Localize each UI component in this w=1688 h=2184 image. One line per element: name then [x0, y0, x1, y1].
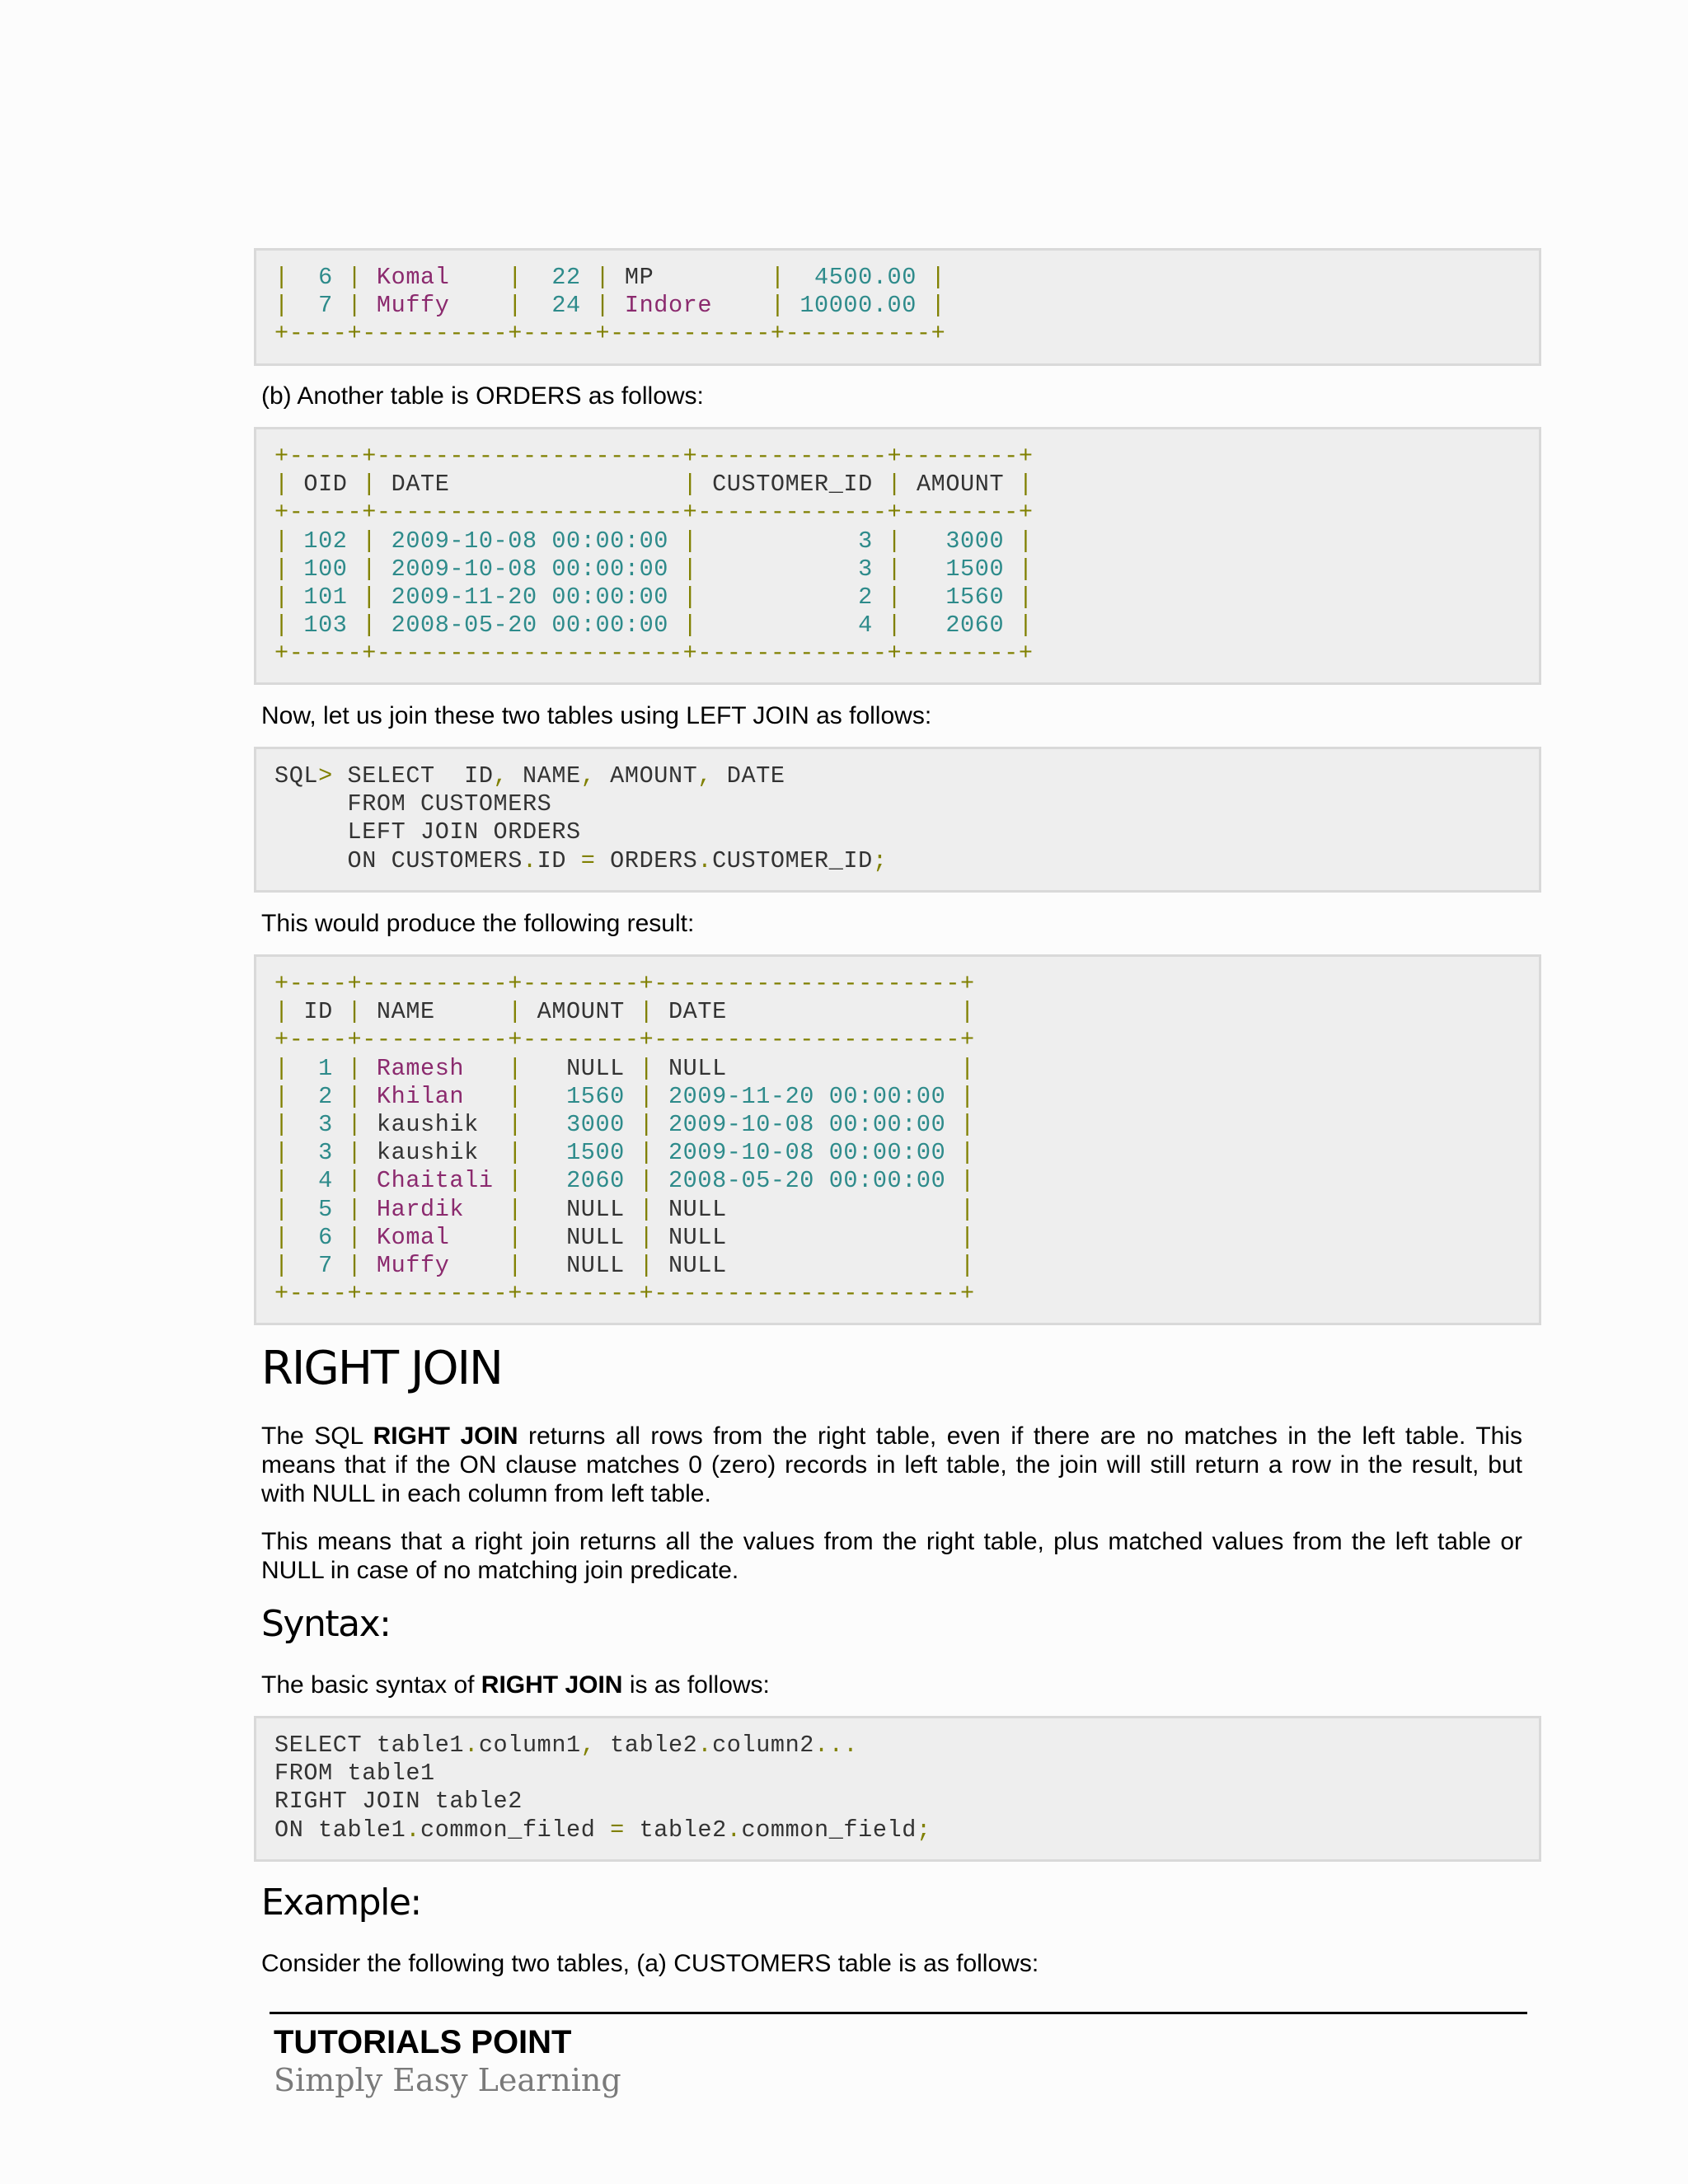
- code-token: 1500: [945, 555, 1005, 583]
- code-token: 2008-05-20 00:00:00: [668, 1167, 946, 1195]
- code-token: |: [624, 1139, 668, 1167]
- code-token: 24: [551, 292, 581, 320]
- code-line: [274, 264, 1539, 292]
- code-token: MP: [624, 264, 757, 291]
- code-token: |: [274, 292, 319, 320]
- code-token: 4: [318, 1167, 333, 1195]
- code-token: Muffy: [376, 292, 494, 320]
- code-token: |: [332, 1251, 377, 1279]
- code-token: ;: [872, 846, 888, 874]
- code-token: Ramesh: [376, 1054, 494, 1082]
- code-token: |: [332, 1082, 377, 1110]
- code-token: 2009-11-20 00:00:00: [391, 583, 668, 611]
- code-line: [274, 998, 1539, 1026]
- code-token: 2009-10-08 00:00:00: [391, 555, 668, 583]
- code-token: 103: [303, 612, 348, 640]
- code-line: [274, 555, 1539, 583]
- code-token: kaushik: [376, 1139, 494, 1167]
- code-token: |: [493, 1139, 567, 1167]
- code-line: [274, 292, 1539, 320]
- code-token: DATE: [726, 762, 785, 790]
- example-heading: Example:: [261, 1882, 421, 1924]
- code-token: 5: [318, 1195, 333, 1223]
- code-token: |: [945, 1054, 975, 1082]
- code-token: =: [610, 1816, 625, 1844]
- right-join-heading: RIGHT JOIN: [261, 1342, 502, 1395]
- footer-brand: TUTORIALS POINT: [274, 2024, 572, 2060]
- code-token: NULL: [566, 1251, 625, 1279]
- code-token: |: [872, 555, 946, 583]
- code-token: NULL: [668, 1195, 946, 1223]
- code-token: 7: [318, 1251, 333, 1279]
- code-token: 2: [318, 1082, 333, 1110]
- code-token: |: [274, 1167, 319, 1195]
- code-line: [274, 1732, 1539, 1760]
- code-token: |: [624, 1195, 668, 1223]
- code-token: Hardik: [376, 1195, 494, 1223]
- code-token: +----+----------+--------+---------------------+: [274, 1280, 975, 1308]
- code-token: ID: [537, 846, 581, 874]
- code-token: common_filed: [420, 1816, 611, 1844]
- code-token: |: [493, 1110, 567, 1138]
- code-token: |: [580, 292, 625, 320]
- code-token: 2009-10-08 00:00:00: [668, 1110, 946, 1138]
- code-token: |: [945, 1195, 975, 1223]
- code-line: [274, 527, 1539, 555]
- code-token: 2009-10-08 00:00:00: [668, 1139, 946, 1167]
- code-token: |: [916, 292, 946, 320]
- code-token: |: [1004, 612, 1034, 640]
- code-token: 101: [303, 583, 348, 611]
- code-line: [274, 970, 1539, 998]
- code-line: [274, 443, 1539, 471]
- code-token: |: [332, 292, 377, 320]
- code-token: |: [274, 527, 304, 555]
- code-token: CUSTOMER_ID: [712, 846, 873, 874]
- code-line: [274, 790, 1539, 818]
- code-token: |: [1004, 555, 1034, 583]
- code-block-customers-tail: [254, 248, 1541, 366]
- code-token: |: [1004, 471, 1034, 499]
- example-intro: Consider the following two tables, (a) CUSTOMERS table is as follows:: [261, 1950, 1039, 1977]
- code-token: |: [274, 612, 304, 640]
- code-token: +----+----------+--------+---------------------+: [274, 1026, 975, 1054]
- code-token: 2060: [566, 1167, 625, 1195]
- code-token: |: [872, 527, 946, 555]
- code-line: [274, 471, 1539, 499]
- code-token: ...: [814, 1732, 859, 1759]
- code-token: +----+----------+--------+---------------------+: [274, 970, 975, 997]
- code-token: |: [332, 264, 377, 291]
- code-token: |: [274, 998, 304, 1026]
- code-token: |: [274, 471, 304, 499]
- code-token: +-----+---------------------+-------------+--------+: [274, 443, 1034, 470]
- code-token: ;: [916, 1816, 931, 1844]
- code-token: |: [1004, 527, 1034, 555]
- code-token: 10000.00: [799, 292, 917, 320]
- code-token: |: [1004, 583, 1034, 611]
- code-line: [274, 1055, 1539, 1083]
- right-join-paragraph-2: This means that a right join returns all the values from the right table, plus matched values from the left table or NULL in case of no matching join predicate.: [261, 1528, 1522, 1584]
- code-token: |: [274, 1082, 319, 1110]
- code-line: [274, 1816, 1539, 1844]
- code-token: .: [522, 846, 537, 874]
- code-token: 2060: [945, 612, 1005, 640]
- code-token: |: [624, 1167, 668, 1195]
- code-line: [274, 612, 1539, 640]
- code-token: .: [697, 846, 713, 874]
- code-token: |: [668, 471, 713, 499]
- code-token: |: [945, 1251, 975, 1279]
- code-token: |: [493, 1195, 567, 1223]
- code-token: |: [668, 555, 859, 583]
- syntax-heading: Syntax:: [261, 1603, 391, 1645]
- footer-divider: [270, 2012, 1527, 2014]
- code-token: ,: [697, 762, 727, 790]
- code-token: FROM CUSTOMERS: [274, 790, 552, 818]
- code-token: |: [493, 998, 537, 1026]
- code-token: |: [332, 1054, 377, 1082]
- code-token: 3: [858, 527, 873, 555]
- code-token: ON CUSTOMERS: [274, 846, 523, 874]
- code-token: |: [668, 612, 859, 640]
- rj-p1-start: The SQL: [261, 1422, 373, 1450]
- code-token: |: [493, 1223, 567, 1251]
- code-token: NAME: [522, 762, 581, 790]
- code-line: [274, 1252, 1539, 1280]
- code-token: |: [274, 1223, 319, 1251]
- code-token: AMOUNT: [916, 471, 1005, 499]
- code-line: [274, 1026, 1539, 1054]
- code-token: 2009-10-08 00:00:00: [391, 527, 668, 555]
- code-line: [274, 320, 1539, 348]
- code-token: |: [493, 1082, 567, 1110]
- code-token: |: [274, 264, 319, 291]
- code-line: [274, 1788, 1539, 1816]
- code-line: [274, 1167, 1539, 1195]
- code-token: 100: [303, 555, 348, 583]
- code-token: |: [872, 612, 946, 640]
- code-token: |: [274, 1251, 319, 1279]
- left-join-intro: Now, let us join these two tables using LEFT JOIN as follows:: [261, 702, 932, 729]
- code-token: |: [624, 1110, 668, 1138]
- code-token: Komal: [376, 264, 494, 291]
- code-token: DATE: [391, 471, 668, 499]
- code-token: |: [493, 1167, 567, 1195]
- code-line: [274, 818, 1539, 846]
- code-token: |: [347, 612, 392, 640]
- syntax-intro-rest: is as follows:: [622, 1671, 770, 1699]
- code-line: [274, 583, 1539, 612]
- code-token: NULL: [668, 1054, 946, 1082]
- code-token: 102: [303, 527, 348, 555]
- code-token: |: [493, 292, 552, 320]
- code-token: LEFT JOIN ORDERS: [274, 818, 581, 846]
- code-block-left-join-result: [254, 954, 1541, 1325]
- code-token: |: [668, 583, 859, 611]
- code-token: RIGHT JOIN table2: [274, 1788, 523, 1816]
- code-token: |: [274, 1110, 319, 1138]
- code-token: Komal: [376, 1223, 494, 1251]
- code-line: [274, 847, 1539, 875]
- code-token: |: [274, 555, 304, 583]
- code-token: AMOUNT: [537, 998, 625, 1026]
- code-token: FROM table1: [274, 1760, 435, 1788]
- code-block-right-join-syntax: [254, 1716, 1541, 1862]
- code-token: kaushik: [376, 1110, 494, 1138]
- code-line: [274, 1139, 1539, 1167]
- code-token: SQL: [274, 762, 319, 790]
- code-token: |: [332, 1167, 377, 1195]
- code-block-orders: [254, 427, 1541, 685]
- orders-intro: (b) Another table is ORDERS as follows:: [261, 382, 704, 410]
- code-token: NULL: [566, 1223, 625, 1251]
- code-token: ORDERS: [595, 846, 698, 874]
- code-token: ,: [580, 1732, 611, 1759]
- code-token: |: [756, 292, 800, 320]
- code-token: 1500: [566, 1139, 625, 1167]
- code-line: [274, 1280, 1539, 1308]
- syntax-intro-start: The basic syntax of: [261, 1671, 481, 1699]
- code-token: |: [493, 1251, 567, 1279]
- code-token: ID: [303, 998, 333, 1026]
- rj-p1-rest: returns all rows from the right table, even if there are no matches in the left table. This means that if the ON clause matches 0 (zero) records in left table, the join will still return a row in the result, but with NULL in each column from left table.: [261, 1422, 1523, 1507]
- code-token: 1: [318, 1054, 333, 1082]
- code-token: column2: [712, 1732, 815, 1759]
- code-token: 2009-11-20 00:00:00: [668, 1082, 946, 1110]
- code-token: SELECT table1: [274, 1732, 465, 1759]
- code-token: SELECT ID: [347, 762, 494, 790]
- code-token: column1: [478, 1732, 581, 1759]
- syntax-intro: [261, 1671, 1522, 1699]
- code-line: [274, 762, 1539, 790]
- code-token: |: [332, 1195, 377, 1223]
- code-token: 1560: [945, 583, 1005, 611]
- code-token: |: [347, 555, 392, 583]
- code-token: |: [624, 998, 668, 1026]
- syntax-intro-bold: RIGHT JOIN: [481, 1671, 623, 1699]
- code-token: |: [872, 471, 917, 499]
- code-token: |: [624, 1223, 668, 1251]
- code-token: |: [332, 998, 377, 1026]
- code-token: table2: [610, 1732, 698, 1759]
- code-token: NULL: [668, 1251, 946, 1279]
- code-token: |: [945, 1139, 975, 1167]
- code-token: |: [624, 1054, 668, 1082]
- code-token: OID: [303, 471, 348, 499]
- code-block-left-join-query: [254, 747, 1541, 893]
- code-token: |: [274, 1195, 319, 1223]
- code-token: Indore: [624, 292, 757, 320]
- code-token: 3000: [566, 1110, 625, 1138]
- code-token: .: [726, 1816, 742, 1844]
- code-token: 2008-05-20 00:00:00: [391, 612, 668, 640]
- code-token: AMOUNT: [610, 762, 698, 790]
- code-token: 3: [318, 1110, 333, 1138]
- code-token: 6: [318, 264, 333, 291]
- code-token: .: [697, 1732, 713, 1759]
- code-token: |: [493, 1054, 567, 1082]
- code-token: 3: [318, 1139, 333, 1167]
- code-token: common_field: [741, 1816, 917, 1844]
- code-token: |: [347, 471, 392, 499]
- code-token: 7: [318, 292, 333, 320]
- code-token: 3000: [945, 527, 1005, 555]
- result-intro: This would produce the following result:: [261, 910, 695, 937]
- code-token: table2: [624, 1816, 727, 1844]
- code-token: +-----+---------------------+-------------+--------+: [274, 499, 1034, 527]
- code-token: Khilan: [376, 1082, 494, 1110]
- code-token: CUSTOMER_ID: [712, 471, 873, 499]
- code-line: [274, 499, 1539, 527]
- code-token: |: [332, 1110, 377, 1138]
- code-token: |: [624, 1082, 668, 1110]
- rj-p1-bold: RIGHT JOIN: [373, 1422, 518, 1450]
- code-token: |: [624, 1251, 668, 1279]
- code-token: =: [580, 846, 596, 874]
- code-token: 22: [551, 264, 581, 291]
- code-token: |: [872, 583, 946, 611]
- code-token: 3: [858, 555, 873, 583]
- code-token: ,: [493, 762, 523, 790]
- code-token: 6: [318, 1223, 333, 1251]
- code-token: +----+----------+-----+-----------+----------+: [274, 320, 946, 348]
- code-token: +-----+---------------------+-------------+--------+: [274, 640, 1034, 668]
- code-token: |: [945, 1110, 975, 1138]
- code-token: .: [406, 1816, 421, 1844]
- code-token: |: [347, 527, 392, 555]
- code-token: |: [945, 1223, 975, 1251]
- code-line: [274, 1196, 1539, 1224]
- code-token: ,: [580, 762, 611, 790]
- code-token: |: [668, 527, 859, 555]
- code-token: |: [347, 583, 392, 611]
- right-join-paragraph-1: [261, 1422, 1522, 1508]
- code-token: |: [274, 1054, 319, 1082]
- code-token: |: [756, 264, 815, 291]
- code-token: |: [332, 1139, 377, 1167]
- code-token: >: [318, 762, 348, 790]
- code-token: 2: [858, 583, 873, 611]
- code-token: NULL: [566, 1054, 625, 1082]
- code-token: |: [580, 264, 625, 291]
- code-token: |: [274, 583, 304, 611]
- code-token: |: [493, 264, 552, 291]
- code-token: Chaitali: [376, 1167, 494, 1195]
- code-line: [274, 1111, 1539, 1139]
- code-token: ON table1: [274, 1816, 406, 1844]
- code-line: [274, 1760, 1539, 1788]
- code-token: 1560: [566, 1082, 625, 1110]
- code-token: .: [464, 1732, 479, 1759]
- code-token: |: [916, 264, 946, 291]
- footer-tagline: Simply Easy Learning: [274, 2062, 621, 2098]
- code-token: NULL: [668, 1223, 946, 1251]
- code-token: NAME: [376, 998, 494, 1026]
- code-token: 4500.00: [814, 264, 917, 291]
- code-token: DATE: [668, 998, 946, 1026]
- code-token: Muffy: [376, 1251, 494, 1279]
- code-token: |: [945, 998, 975, 1026]
- code-token: |: [274, 1139, 319, 1167]
- code-token: |: [332, 1223, 377, 1251]
- code-token: NULL: [566, 1195, 625, 1223]
- code-token: |: [945, 1082, 975, 1110]
- code-token: 4: [858, 612, 873, 640]
- code-line: [274, 640, 1539, 668]
- code-line: [274, 1083, 1539, 1111]
- code-line: [274, 1224, 1539, 1252]
- code-token: |: [945, 1167, 975, 1195]
